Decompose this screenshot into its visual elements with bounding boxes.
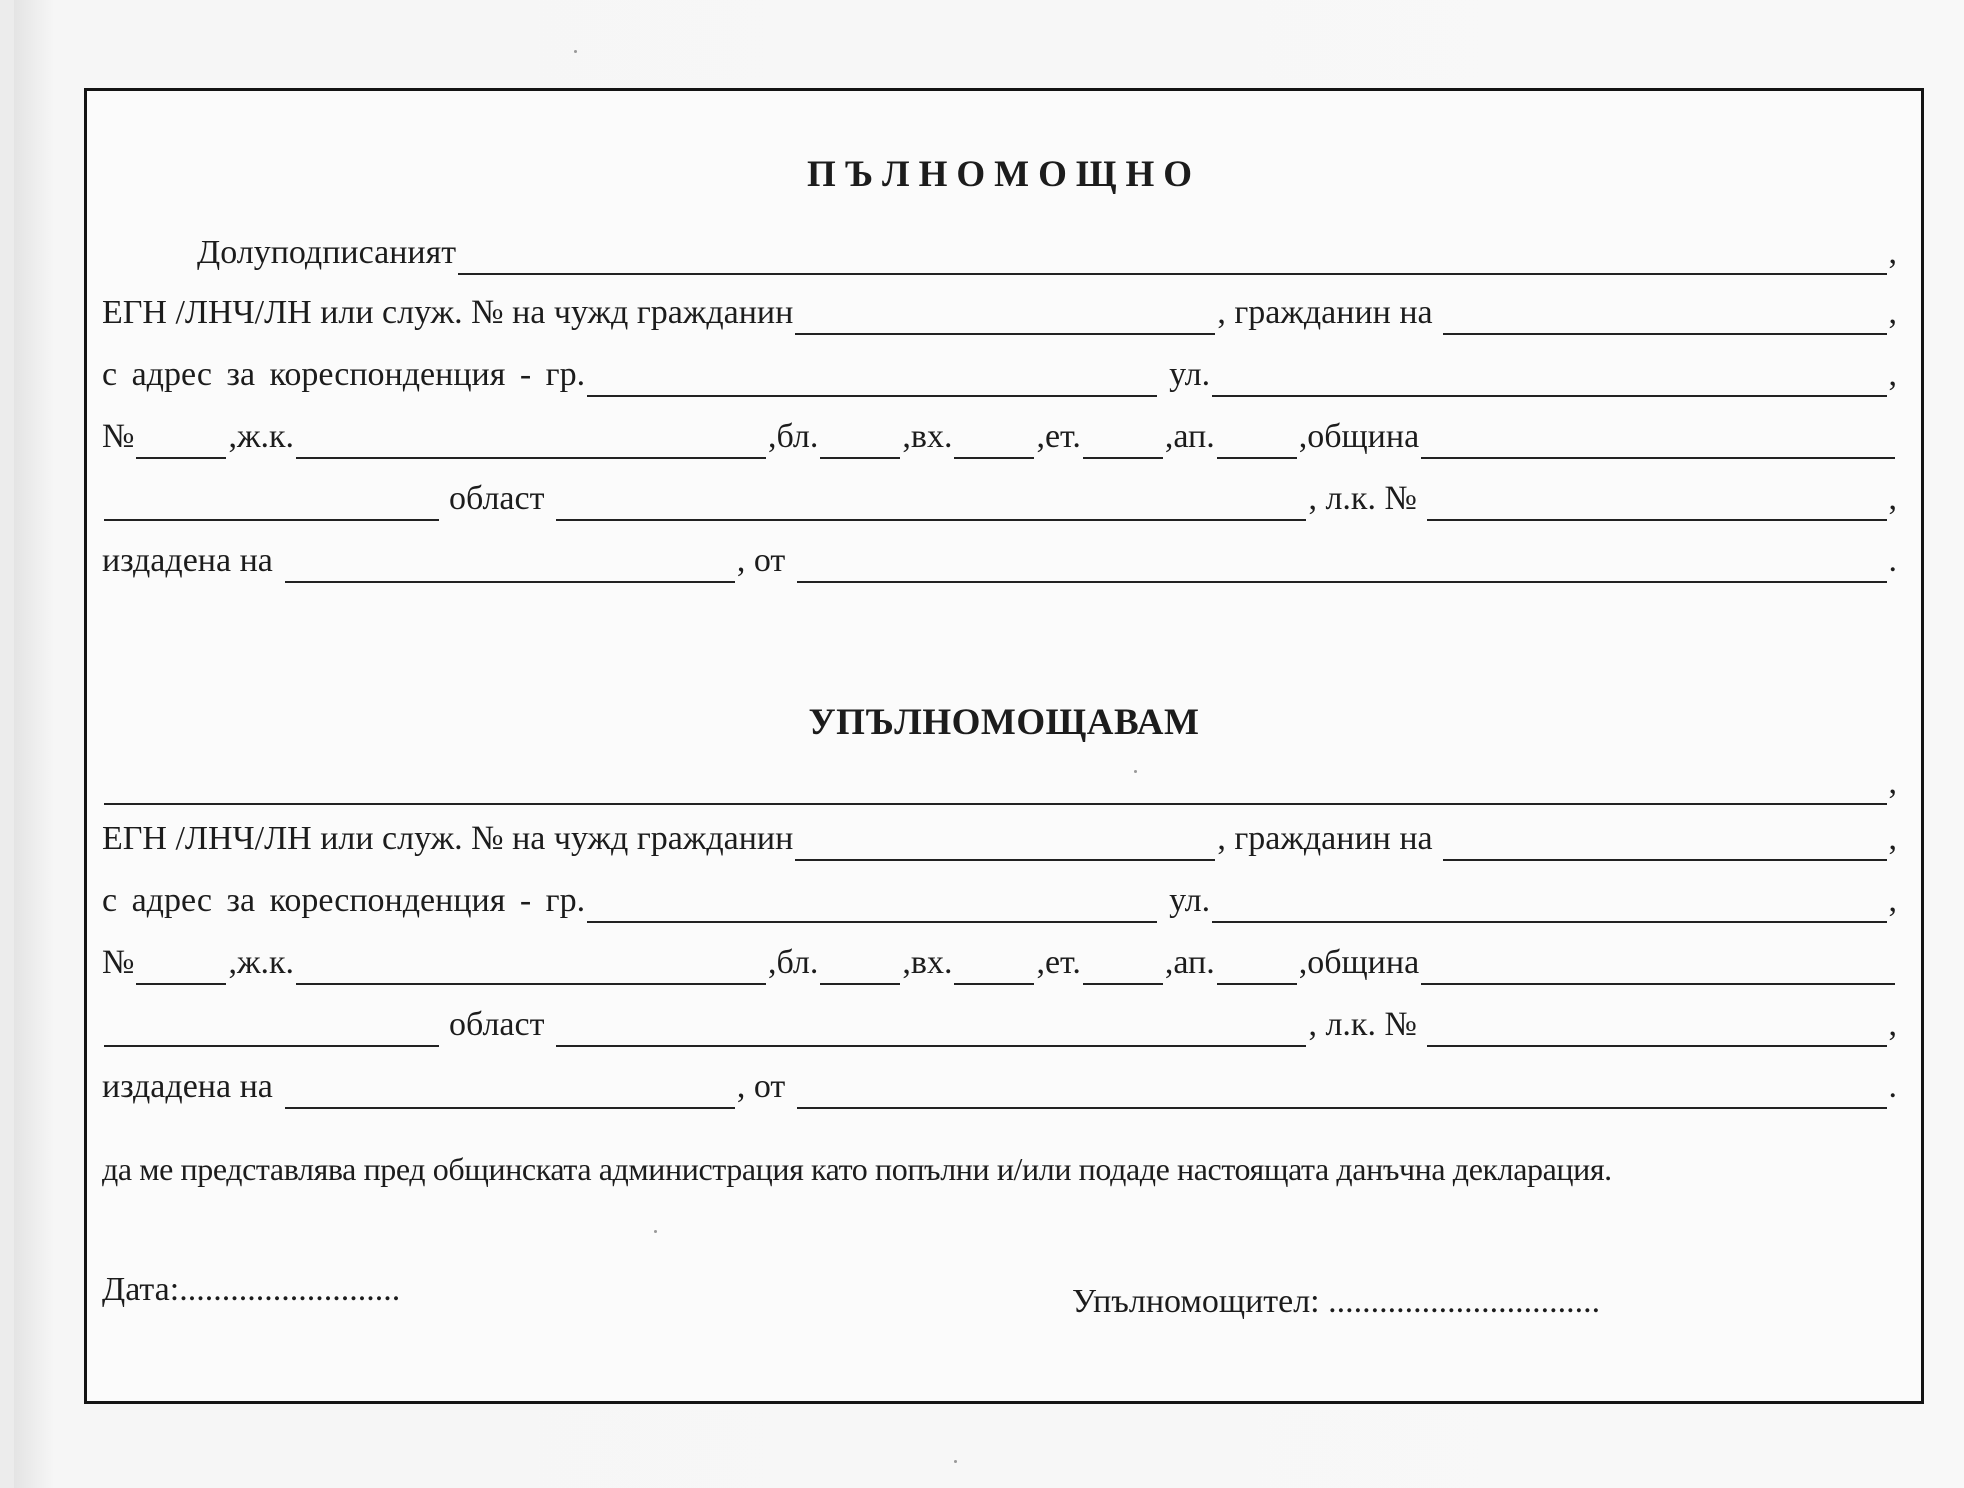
- number-label: №: [102, 944, 135, 981]
- date-dots[interactable]: ..........................: [179, 1271, 401, 1308]
- authorized-block-field[interactable]: [820, 949, 900, 985]
- paper-speck: [1134, 770, 1137, 773]
- authorized-address-row: с адрес за кореспонденция - гр. ул. ,: [102, 879, 1897, 923]
- authorized-citizenship-field[interactable]: [1443, 825, 1887, 861]
- authorizer-municipality-field[interactable]: [1421, 423, 1895, 459]
- date-block: [102, 1271, 400, 1309]
- authorized-region-row: област , л.к. № ,: [102, 1003, 1897, 1047]
- region-label: област: [449, 480, 545, 517]
- paper-sheet: [14, 0, 1964, 1488]
- authorized-issued-date-field[interactable]: [285, 1073, 735, 1109]
- issued-on-label: издадена на: [102, 542, 273, 579]
- authorizer-number-row: [102, 415, 1897, 459]
- paper-speck: [954, 1460, 957, 1463]
- authorized-section-title: УПЪЛНОМОЩАВАМ: [808, 702, 1200, 743]
- signatory-dots[interactable]: ................................: [1328, 1283, 1601, 1320]
- region-label: област: [449, 1006, 545, 1043]
- authorized-id-field[interactable]: [795, 825, 1215, 861]
- authorized-floor-field[interactable]: [1083, 949, 1163, 985]
- authorized-entrance-field[interactable]: [954, 949, 1034, 985]
- authorized-number-field[interactable]: [136, 949, 226, 985]
- id-label: ЕГН /ЛНЧ/ЛН или служ. № на чужд гражданин: [102, 820, 794, 857]
- id-card-label: , л.к. №: [1308, 1006, 1417, 1043]
- authorized-apartment-field[interactable]: [1217, 949, 1297, 985]
- authorizer-apartment-field[interactable]: [1217, 423, 1297, 459]
- authorizer-complex-field[interactable]: [296, 423, 766, 459]
- citizen-of-label: , гражданин на: [1217, 820, 1433, 857]
- issued-by-label: , от: [736, 542, 786, 579]
- issued-on-label: издадена на: [102, 1068, 273, 1105]
- authorizer-street-field[interactable]: [1212, 361, 1886, 397]
- authorizer-region-extra-field[interactable]: [556, 485, 1306, 521]
- entrance-label: ,вх.: [902, 944, 953, 981]
- authorized-issued-row: издадена на , от .: [102, 1065, 1897, 1109]
- authorizer-issued-row: издадена на , от .: [102, 539, 1897, 583]
- authorizer-id-field[interactable]: [795, 299, 1215, 335]
- authorized-name-field[interactable]: [104, 769, 1887, 805]
- authorized-issued-by-field[interactable]: [797, 1073, 1886, 1109]
- power-of-attorney-form: [84, 88, 1924, 1404]
- paper-speck: [654, 1230, 657, 1233]
- authorizer-address-row: с адрес за кореспонденция - гр. ул. ,: [102, 353, 1897, 397]
- authorized-street-field[interactable]: [1212, 887, 1886, 923]
- id-card-label: , л.к. №: [1308, 480, 1417, 517]
- authorized-region-extra-field[interactable]: [556, 1011, 1306, 1047]
- signatory-label: Упълномощител:: [1072, 1283, 1320, 1320]
- authorizer-id-card-field[interactable]: [1427, 485, 1887, 521]
- authorized-complex-field[interactable]: [296, 949, 766, 985]
- authorizer-floor-field[interactable]: [1083, 423, 1163, 459]
- authorizer-name-row: Долуподписаният ,: [197, 231, 1897, 275]
- authorized-city-field[interactable]: [587, 887, 1157, 923]
- authorizer-region-field[interactable]: [104, 485, 439, 521]
- block-label: ,бл.: [767, 944, 819, 981]
- authorized-id-card-field[interactable]: [1427, 1011, 1887, 1047]
- authorized-name-row: ,: [102, 761, 1897, 805]
- complex-label: ,ж.к.: [228, 418, 294, 455]
- citizen-of-label: , гражданин на: [1217, 294, 1433, 331]
- apartment-label: ,ап.: [1164, 944, 1215, 981]
- authorized-region-field[interactable]: [104, 1011, 439, 1047]
- purpose-text: да ме представлява пред общинската администрация като попълни и/или подаде настоящата данъчна декларация.: [102, 1151, 1612, 1187]
- municipality-label: ,община: [1298, 944, 1420, 981]
- authorizer-issued-date-field[interactable]: [285, 547, 735, 583]
- number-label: №: [102, 418, 135, 455]
- authorized-number-row: [102, 941, 1897, 985]
- street-label: ул.: [1169, 356, 1211, 393]
- municipality-label: ,община: [1298, 418, 1420, 455]
- floor-label: ,ет.: [1036, 418, 1081, 455]
- authorized-id-row: ЕГН /ЛНЧ/ЛН или служ. № на чужд гражданин , гражданин на ,: [102, 817, 1897, 861]
- address-city-label: с адрес за кореспонденция - гр.: [102, 356, 586, 393]
- intro-label: Долуподписаният: [197, 234, 457, 271]
- authorizer-region-row: област , л.к. № ,: [102, 477, 1897, 521]
- authorizer-citizenship-field[interactable]: [1443, 299, 1887, 335]
- floor-label: ,ет.: [1036, 944, 1081, 981]
- address-city-label: с адрес за кореспонденция - гр.: [102, 882, 586, 919]
- paper-speck: [574, 50, 577, 53]
- authorizer-name-field[interactable]: [458, 239, 1886, 275]
- signatory-block: [1072, 1283, 1600, 1321]
- authorizer-id-row: ЕГН /ЛНЧ/ЛН или служ. № на чужд гражданин , гражданин на ,: [102, 291, 1897, 335]
- complex-label: ,ж.к.: [228, 944, 294, 981]
- authorizer-entrance-field[interactable]: [954, 423, 1034, 459]
- block-label: ,бл.: [767, 418, 819, 455]
- street-label: ул.: [1169, 882, 1211, 919]
- authorizer-number-field[interactable]: [136, 423, 226, 459]
- authorizer-issued-by-field[interactable]: [797, 547, 1886, 583]
- authorized-municipality-field[interactable]: [1421, 949, 1895, 985]
- authorizer-block-field[interactable]: [820, 423, 900, 459]
- issued-by-label: , от: [736, 1068, 786, 1105]
- authorizer-city-field[interactable]: [587, 361, 1157, 397]
- id-label: ЕГН /ЛНЧ/ЛН или служ. № на чужд гражданин: [102, 294, 794, 331]
- apartment-label: ,ап.: [1164, 418, 1215, 455]
- entrance-label: ,вх.: [902, 418, 953, 455]
- form-title: ПЪЛНОМОЩНО: [806, 154, 1202, 195]
- date-label: Дата:: [102, 1271, 180, 1308]
